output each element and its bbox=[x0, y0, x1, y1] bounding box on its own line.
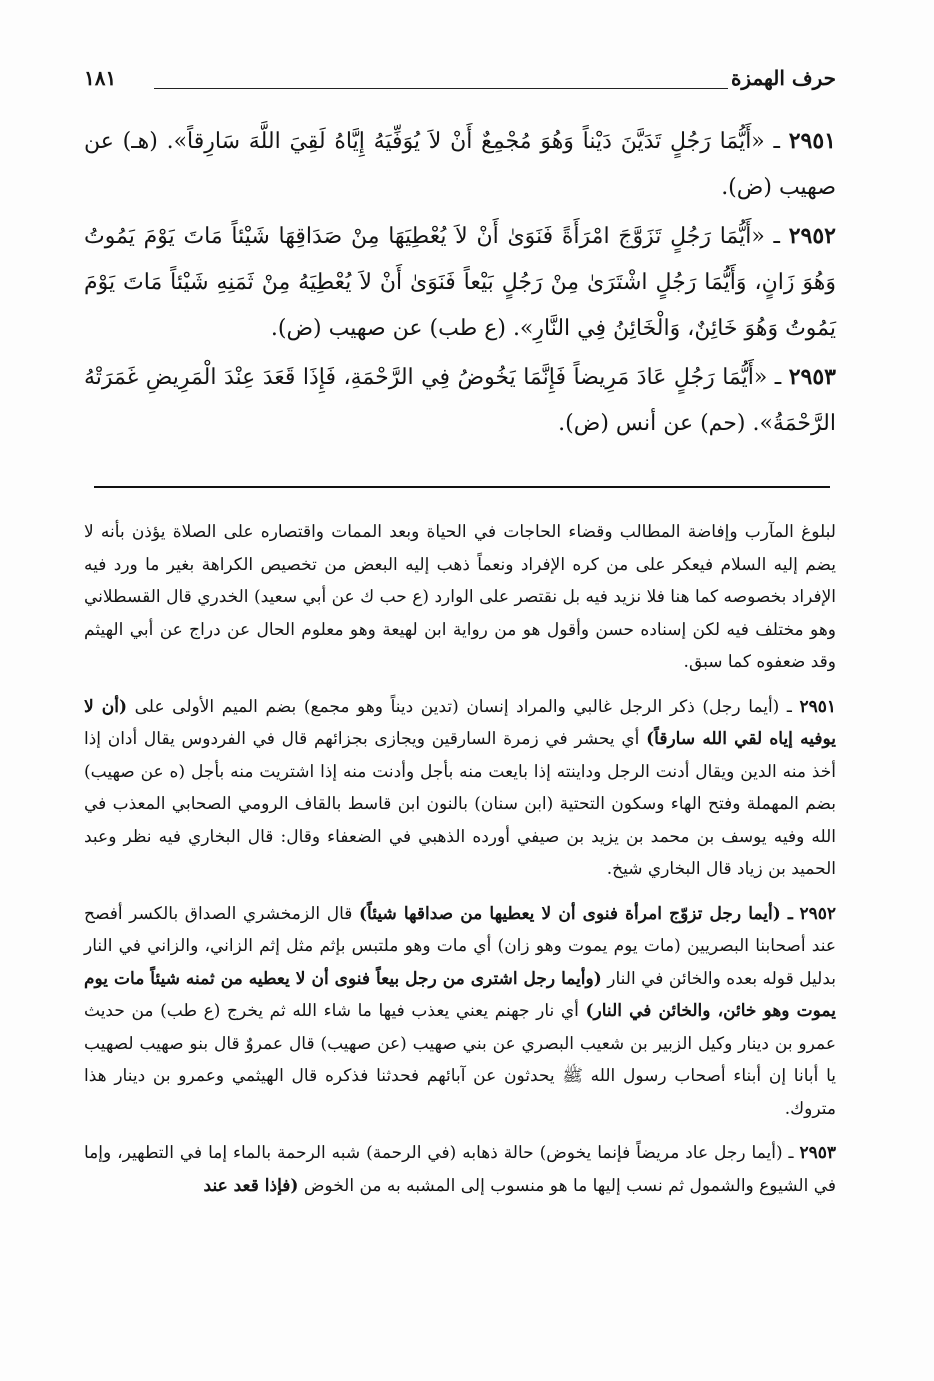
section-divider bbox=[94, 486, 830, 488]
hadith-2953 bbox=[84, 354, 836, 447]
hadith-2952 bbox=[84, 213, 836, 352]
header-rule bbox=[154, 88, 728, 89]
commentary-text: قال الزمخشري الصداق بالكسر أفصح عند أصحابنا البصريين (مات يوم يموت وهو زان) أي مات وهو ملتبس بإثم مثل إثم الزاني، والزاني في النار بدليل قوله بعده والخائن في النار bbox=[84, 903, 837, 989]
commentary-number: ٢٩٥٢ bbox=[799, 903, 837, 924]
hadith-2951 bbox=[84, 118, 836, 211]
commentary-quote: (فإذا قعد عند bbox=[203, 1175, 299, 1196]
commentary-quote: ـ (أيما رجل تزوّج امرأة فنوى أن لا يعطيها من صداقها شيئاً) bbox=[359, 903, 793, 924]
commentary-2952 bbox=[84, 898, 836, 1126]
chapter-title: حرف الهمزة bbox=[730, 66, 836, 90]
hadith-text: ـ «أَيُّمَا رَجُلٍ تَزَوَّجَ امْرَأَةً فَنَوَىٰ أَنْ لاَ يُعْطِيَهَا مِنْ صَدَاقِهَا شَيْئاً مَاتَ يَوْمَ يَمُوتُ وَهُوَ زَانٍ، وَأَيُّمَا رَجُلٍ اشْتَرَىٰ مِنْ رَجُلٍ بَيْعاً فَنَوَىٰ أَنْ لاَ يُعْطِيَهُ مِنْ ثَمَنِهِ شَيْئاً مَاتَ يَوْمَ يَمُوتُ وَهُوَ خَائِنٌ، وَالْخَائِنُ فِي النَّارِ». (ع طب) عن صهيب (ض). bbox=[84, 224, 836, 341]
commentary-quote: (وأيما رجل اشترى من رجل بيعاً فنوى أن لا يعطيه من ثمنه شيئاً مات يوم يموت وهو خائن، والخائن في النار) bbox=[84, 968, 836, 1021]
hadith-text-section bbox=[84, 118, 836, 449]
hadith-text: ـ «أَيُّمَا رَجُلٍ عَادَ مَرِيضاً فَإِنَّمَا يَخُوضُ فِي الرَّحْمَةِ، فَإِذَا قَعَدَ عِنْدَ الْمَرِيضِ غَمَرَتْهُ الرَّحْمَةُ». (حم) عن أنس (ض). bbox=[84, 365, 836, 436]
commentary-text: ـ (أيما رجل) ذكر الرجل غالبي والمراد إنسان (تدين ديناً وهو مجمع) بضم الميم الأولى على bbox=[134, 696, 792, 717]
commentary-number: ٢٩٥٣ bbox=[799, 1143, 836, 1163]
commentary-text: ـ (أيما رجل عاد مريضاً فإنما يخوض) حالة ذهابه (في الرحمة) شبه الرحمة بالماء إما في التطهير، وإما في الشيوع والشمول ثم نسب إليها ما هو منسوب إلى المشبه به من الخوض bbox=[84, 1143, 836, 1196]
commentary-2953 bbox=[84, 1137, 836, 1202]
hadith-number: ٢٩٥٣ bbox=[788, 364, 836, 390]
hadith-number: ٢٩٥٢ bbox=[788, 223, 836, 249]
page-number: ١٨١ bbox=[84, 66, 117, 90]
commentary-2951 bbox=[84, 691, 836, 886]
commentary-quote: (أن لا يوفيه إياه لقي الله سارقاً) bbox=[84, 696, 837, 749]
hadith-text: ـ «أَيُّمَا رَجُلٍ تَدَيَّنَ دَيْناً وَهُوَ مُجْمِعٌ أَنْ لاَ يُوَفِّيَهُ إِيَّاهُ لَقِيَ اللَّهَ سَارِقاً». (هـ) عن صهيب (ض). bbox=[84, 129, 836, 200]
commentary-number: ٢٩٥١ bbox=[799, 696, 836, 717]
commentary-section bbox=[84, 516, 836, 1214]
running-header bbox=[84, 60, 836, 100]
commentary-intro: لبلوغ المآرب وإفاضة المطالب وقضاء الحاجات في الحياة وبعد الممات واقتصاره على الصلاة يؤذن بأنه لا يضم إليه السلام فيعكر على من كره الإفراد ونعماً ذهب إليه البعض من تخصيص الكراهة بغير ما ورد فيه الإفراد بخصوصه كما هنا فلا نزيد فيه بل نقتصر على الوارد (ع حب ك عن أبي سعيد) الخدري قال القسطلاني وهو مختلف فيه لكن إسناده حسن وأقول هو من رواية ابن لهيعة وهو معلوم الحال عن دراج عن أبي الهيثم وقد ضعفوه كما سبق. bbox=[84, 522, 836, 672]
commentary-text: أي نار جهنم يعني يعذب فيها ما شاء الله ثم يخرج (ع طب) من حديث عمرو بن دينار وكيل الزبير بن شعيب البصري عن بني صهيب (عن صهيب) قال عمروٌ قال بنو صهيب لصهيب يا أبانا إن أبناء أصحاب رسول الله ﷺ يحدثون عن آبائهم فحدثنا فذكره قال الهيثمي وعمرو بن دينار هذا متروك. bbox=[84, 1001, 836, 1119]
commentary-text: أي يحشر في زمرة السارقين ويجازى بجزائهم قال في الفردوس يقال أدان إذا أخذ منه الدين ويقال أدنت الرجل وداينته إذا بايعت منه بأجل وأدنت منه إذا اشتريت منه بأجل (ه عن صهيب) بضم المهملة وفتح الهاء وسكون التحتية (ابن سنان) بالنون ابن قاسط بالقاف الرومي الصحابي المعذب في الله وفيه يوسف بن محمد بن يزيد بن صيفي أورده الذهبي في الضعفاء وقال: قال البخاري فيه نظر وعبد الحميد بن زياد قال البخاري شيخ. bbox=[84, 729, 836, 879]
hadith-number: ٢٩٥١ bbox=[788, 128, 836, 154]
